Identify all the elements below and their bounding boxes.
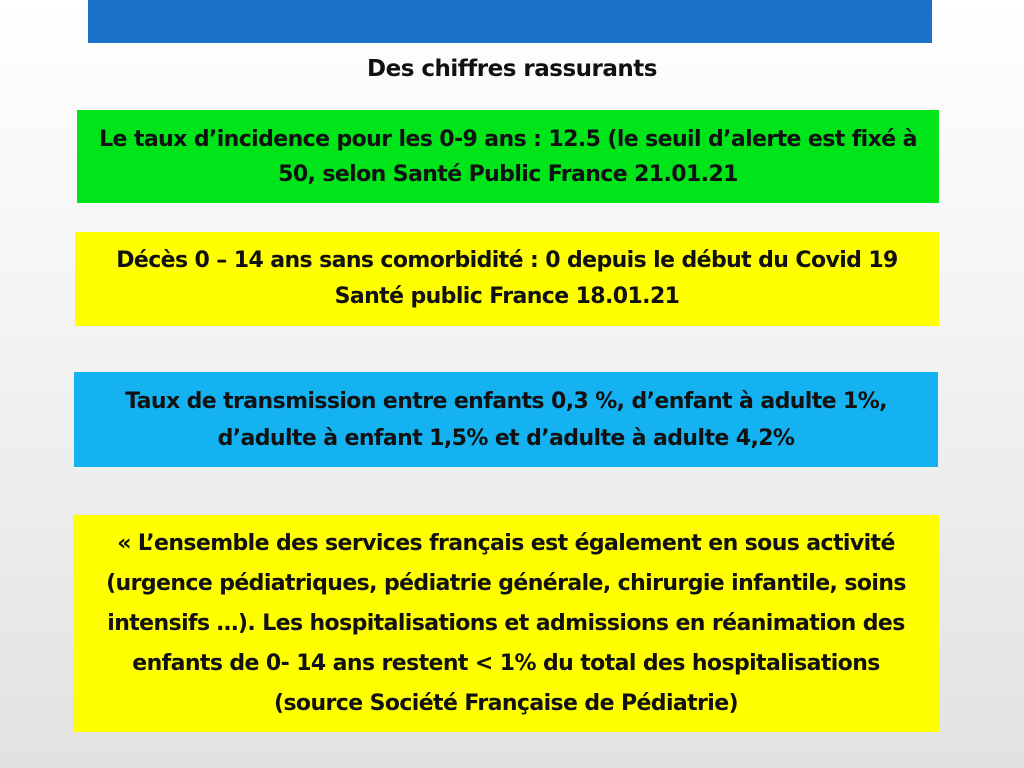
top-accent-bar [88, 0, 932, 43]
deces-text: Décès 0 – 14 ans sans comorbidité : 0 depuis le début du Covid 19 Santé public France 18.01.21 [116, 248, 898, 309]
hospitalisations-quote-text: « L’ensemble des services français est également en sous activité (urgence pédiatriques, pédiatrie générale, chirurgie infantile, soins intensifs …). Les hospitalisations et admissions en réanimation des enfants de 0- 14 ans restent < 1% du total des hospitalisations [106, 530, 906, 676]
transmission-box [74, 372, 938, 467]
hospitalisations-source-text: (source Société Française de Pédiatrie) [273, 690, 739, 716]
transmission-text: Taux de transmission entre enfants 0,3 %, d’enfant à adulte 1%, d’adulte à enfant 1,5% et d’adulte à adulte 4,2% [125, 388, 887, 451]
deces-box [75, 232, 939, 326]
incidence-box [77, 110, 939, 203]
incidence-text: Le taux d’incidence pour les 0-9 ans : 12.5 (le seuil d’alerte est fixé à 50, selon Santé Public France 21.01.21 [99, 126, 917, 187]
hospitalisations-text-group [95, 524, 917, 724]
hospitalisations-box [73, 515, 939, 732]
slide-title: Des chiffres rassurants [367, 56, 657, 82]
